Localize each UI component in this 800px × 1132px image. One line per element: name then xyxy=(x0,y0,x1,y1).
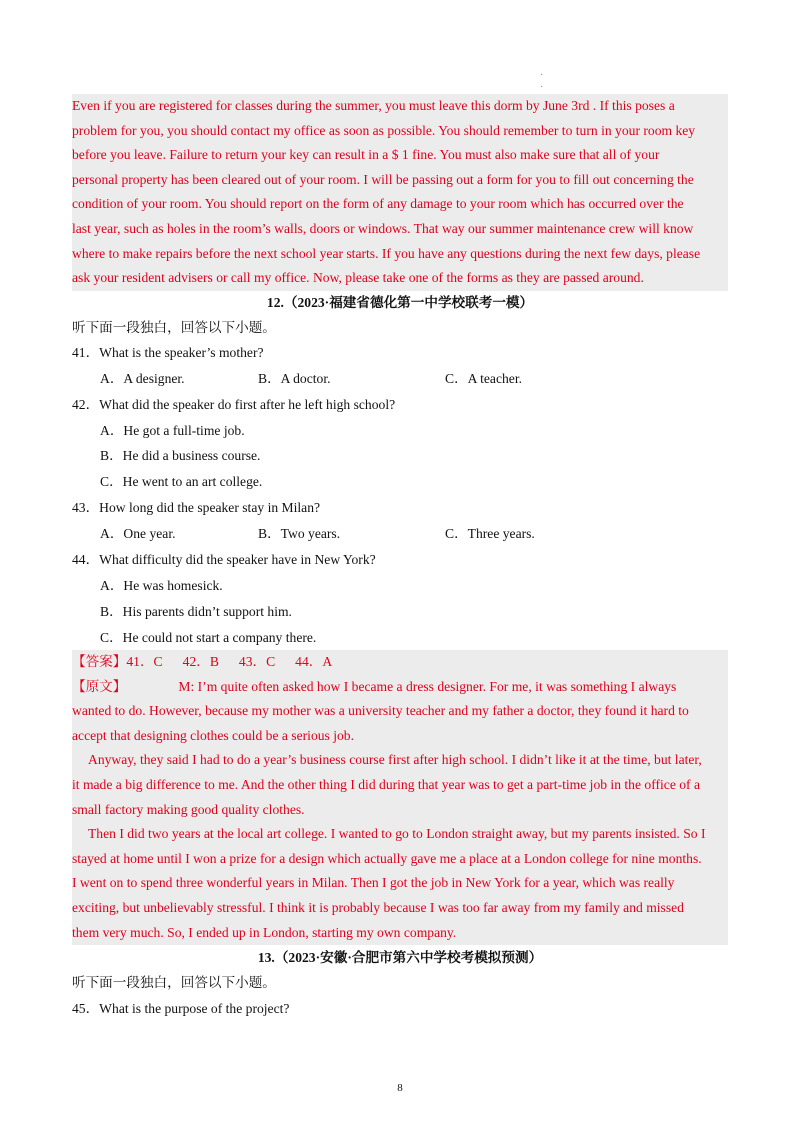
transcript-line: Then I did two years at the local art college. I wanted to go to London straight away, but my parents insisted. So I xyxy=(88,826,706,842)
transcript-line: small factory making good quality clothes. xyxy=(72,801,305,817)
question-42-stem: 42．What did the speaker do first after he left high school? xyxy=(72,397,396,412)
question-43-option-a: A．One year. xyxy=(100,526,176,541)
question-41-stem: 41．What is the speaker’s mother? xyxy=(72,345,264,360)
transcript-line: I went on to spend three wonderful years in Milan. Then I got the job in New York for a year, which was really xyxy=(72,875,675,891)
transcript-line: where to make repairs before the next school year starts. If you have any questions during the next few days, please xyxy=(72,245,701,261)
transcript-line: wanted to do. However, because my mother was a university teacher and my father a doctor, they found it hard to xyxy=(72,703,689,719)
transcript-line: personal property has been cleared out of your room. I will be passing out a form for you to fill out concerning the xyxy=(72,171,694,187)
question-42-option-b: B．He did a business course. xyxy=(100,448,261,463)
question-41-option-c: C．A teacher. xyxy=(445,371,523,386)
transcript-line: Anyway, they said I had to do a year’s business course first after high school. I didn’t like it at the time, but later, xyxy=(88,752,702,768)
transcript-line: before you leave. Failure to return your key can result in a $ 1 fine. You must also make sure that all of your xyxy=(72,147,660,163)
question-45-stem: 45．What is the purpose of the project? xyxy=(72,1001,290,1016)
yuanwen-label: 【原文】 xyxy=(72,678,127,694)
question-44-option-a: A．He was homesick. xyxy=(100,578,223,593)
question-42-option-a: A．He got a full-time job. xyxy=(100,423,245,438)
answer-key xyxy=(72,650,728,675)
section-13-title: 13.（2023·安徽·合肥市第六中学校考模拟预测） xyxy=(257,950,543,965)
question-43-option-b: B．Two years. xyxy=(258,526,341,541)
decorative-dots: · · xyxy=(540,70,544,93)
transcript-line: accept that designing clothes could be a serious job. xyxy=(72,727,354,743)
question-44-stem: 44．What difficulty did the speaker have in New York? xyxy=(72,552,376,567)
answer-label: 【答案】 xyxy=(72,654,127,669)
answer-42: 42．B xyxy=(182,654,219,669)
listening-transcript-passage xyxy=(72,94,728,291)
question-43-option-c: C．Three years. xyxy=(445,526,535,541)
transcript-line: problem for you, you should contact my office as soon as possible. You should remember to turn in your room key xyxy=(72,122,696,138)
section-12-instruction: 听下面一段独白，回答以下小题。 xyxy=(72,320,276,335)
transcript-line: last year, such as holes in the room’s walls, doors or windows. That way our summer maintenance crew will know xyxy=(72,220,694,236)
transcript-line: condition of your room. You should report on the form of any damage to your room which has occurred over the xyxy=(72,196,684,212)
transcript-line: stayed at home until I won a prize for a design which actually gave me a place at a London college for nine months. xyxy=(72,850,702,866)
question-42-option-c: C．He went to an art college. xyxy=(100,474,263,489)
section-13-instruction: 听下面一段独白，回答以下小题。 xyxy=(72,975,276,990)
question-44-option-b: B．His parents didn’t support him. xyxy=(100,604,292,619)
question-44-option-c: C．He could not start a company there. xyxy=(100,630,317,645)
question-41-option-b: B．A doctor. xyxy=(258,371,331,386)
question-41-option-a: A．A designer. xyxy=(100,371,185,386)
transcript-line: ask your resident advisers or call my office. Now, please take one of the forms as they are passed around. xyxy=(72,270,644,286)
transcript-line: exciting, but unbelievably stressful. I think it is probably because I was too far away from my family and missed xyxy=(72,899,684,915)
question-43-stem: 43．How long did the speaker stay in Milan? xyxy=(72,500,321,515)
answer-and-transcript-block xyxy=(72,650,728,945)
section-12-title: 12.（2023·福建省德化第一中学校联考一模） xyxy=(266,295,534,310)
answer-43: 43．C xyxy=(238,654,276,669)
transcript-line: Even if you are registered for classes during the summer, you must leave this dorm by June 3rd . If this poses a xyxy=(72,98,675,113)
transcript-line: it made a big difference to me. And the other thing I did during that year was to get a part-time job in the office of a xyxy=(72,776,701,792)
transcript-text: M: I’m quite often asked how I became a dress designer. For me, it was something I always xyxy=(178,678,677,694)
transcript-line xyxy=(72,675,728,700)
page-number: 8 xyxy=(397,1082,403,1094)
answer-44: 44．A xyxy=(295,654,333,669)
answer-41: 41．C xyxy=(126,654,163,669)
transcript-line: them very much. So, I ended up in London, starting my own company. xyxy=(72,924,457,940)
